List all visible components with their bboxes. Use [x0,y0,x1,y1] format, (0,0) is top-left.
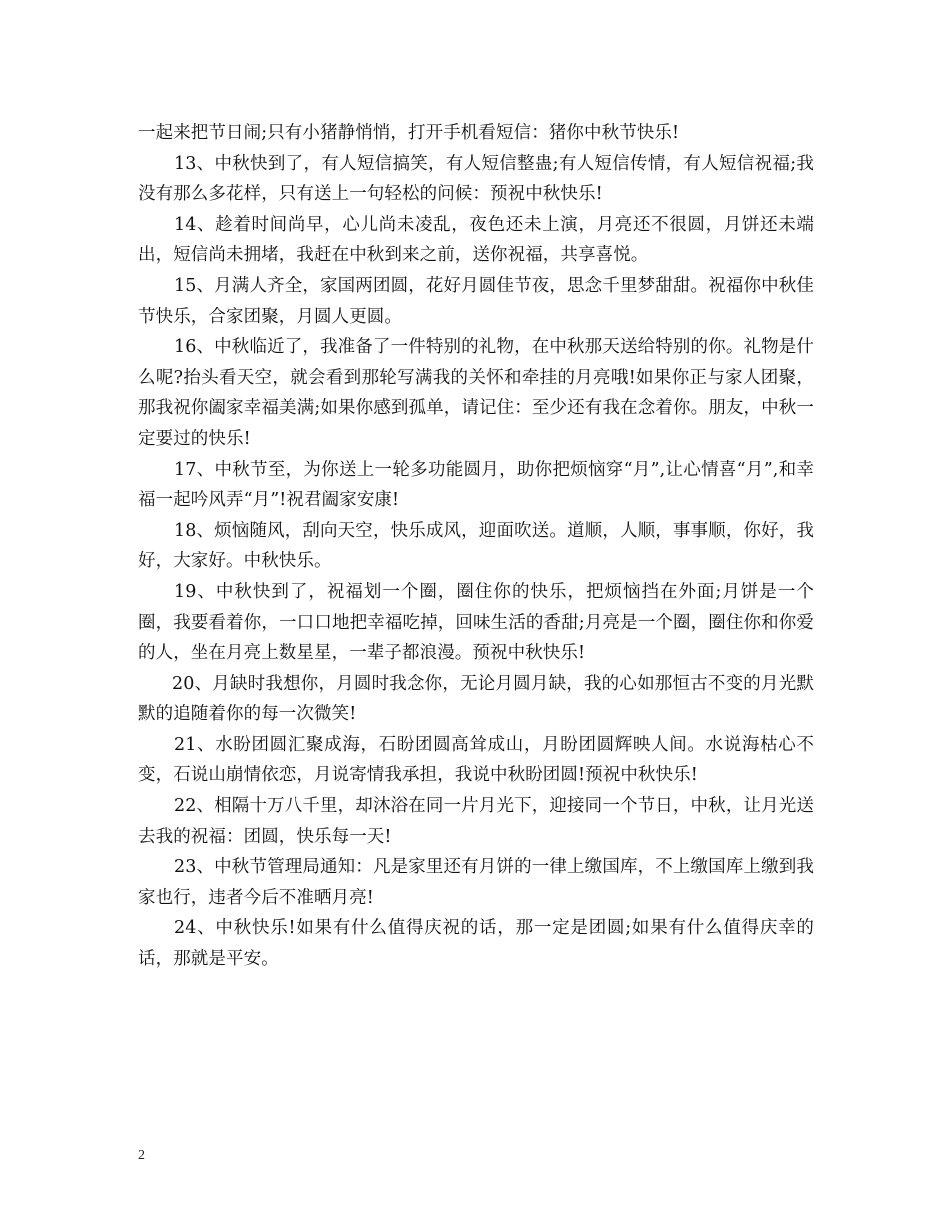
paragraph-13: 13、中秋快到了，有人短信搞笑，有人短信整蛊;有人短信传情，有人短信祝福;我没有那么多花样，只有送上一句轻松的问候：预祝中秋快乐! [138,153,814,205]
paragraph-continuation: 一起来把节日闹;只有小猪静悄悄，打开手机看短信：猪你中秋节快乐! [138,123,680,143]
paragraph-14: 14、趁着时间尚早，心儿尚未凌乱，夜色还未上演，月亮还不很圆，月饼还未端出，短信尚未拥堵，我赶在中秋到来之前，送你祝福，共享喜悦。 [138,214,814,266]
paragraph-20: 20、月缺时我想你，月圆时我念你，无论月圆月缺，我的心如那恒古不变的月光默默的追随着你的每一次微笑! [138,673,814,725]
paragraph-21: 21、水盼团圆汇聚成海，石盼团圆高耸成山，月盼团圆辉映人间。水说海枯心不变，石说山崩情依恋，月说寄情我承担，我说中秋盼团圆!预祝中秋快乐! [138,734,814,786]
page-body [138,118,814,975]
paragraph-16: 16、中秋临近了，我准备了一件特别的礼物，在中秋那天送给特别的你。礼物是什么呢?抬头看天空，就会看到那轮写满我的关怀和牵挂的月亮哦!如果你正与家人团聚，那我祝你阖家幸福美满;如果你感到孤单，请记住：至少还有我在念着你。朋友，中秋一定要过的快乐! [138,337,814,449]
paragraph-19: 19、中秋快到了，祝福划一个圈，圈住你的快乐，把烦恼挡在外面;月饼是一个圈，我要看着你，一口口地把幸福吃掉，回味生活的香甜;月亮是一个圈，圈住你和你爱的人，坐在月亮上数星星，一辈子都浪漫。预祝中秋快乐! [138,581,814,664]
paragraph-23: 23、中秋节管理局通知：凡是家里还有月饼的一律上缴国库，不上缴国库上缴到我家也行，违者今后不准晒月亮! [138,857,814,908]
paragraph-22: 22、相隔十万八千里，却沐浴在同一片月光下，迎接同一个节日，中秋，让月光送去我的祝福：团圆，快乐每一天! [138,796,814,847]
paragraph-17: 17、中秋节至，为你送上一轮多功能圆月，助你把烦恼穿“月”,让心情喜“月”,和幸福一起吟风弄“月”!祝君阖家安康! [138,459,814,511]
page-number: 2 [138,1148,145,1163]
paragraph-24: 24、中秋快乐!如果有什么值得庆祝的话，那一定是团圆;如果有什么值得庆幸的话，那就是平安。 [138,918,814,970]
paragraph-18: 18、烦恼随风，刮向天空，快乐成风，迎面吹送。道顺，人顺，事事顺，你好，我好，大家好。中秋快乐。 [138,520,814,572]
paragraph-15: 15、月满人齐全，家国两团圆，花好月圆佳节夜，思念千里梦甜甜。祝福你中秋佳节快乐，合家团聚，月圆人更圆。 [138,275,814,327]
